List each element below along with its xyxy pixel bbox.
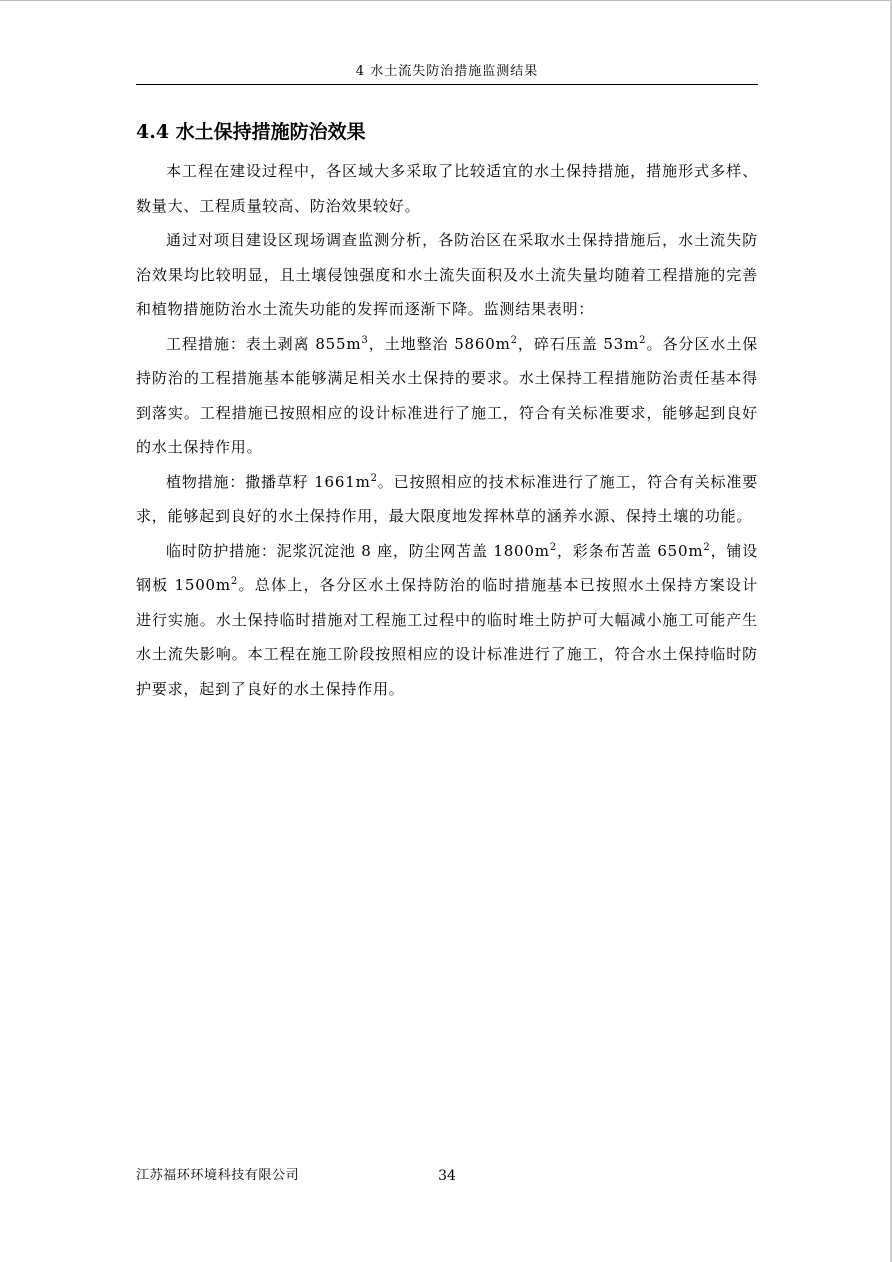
page-top-edge — [0, 0, 892, 1]
page-number: 34 — [438, 1168, 456, 1184]
plant-text-b: 。已按照相应的技术标准进行了施工，符合有关标准要求，能够起到良好的水土保持作用，最大限度地发挥林草的涵养水源、保持土壤的功能。 — [136, 472, 758, 525]
engineering-sup-b: 2 — [510, 334, 518, 346]
body-text — [136, 154, 758, 706]
engineering-text-d: 。各分区水土保持防治的工程措施基本能够满足相关水土保持的要求。水土保持工程措施防治责任基本得到落实。工程措施已按照相应的设计标准进行了施工，符合有关标准要求，能够起到良好的水土保持作用。 — [136, 334, 759, 456]
engineering-text-b: ，土地整治 5860m — [368, 334, 511, 353]
plant-text-a: 植物措施：撒播草籽 1661m — [166, 472, 371, 491]
temporary-sup-b: 2 — [703, 541, 711, 553]
footer-company: 江苏福环环境科技有限公司 — [136, 1168, 300, 1183]
engineering-text-a: 工程措施：表土剥离 855m — [166, 334, 362, 353]
header-rule — [136, 84, 758, 85]
paragraph-engineering-measures — [136, 327, 758, 465]
temporary-text-c: ，铺设钢板 1500m — [136, 541, 758, 594]
paragraph-monitoring-analysis: 通过对项目建设区现场调查监测分析，各防治区在采取水土保持措施后，水土流失防治效果均比较明显，且土壤侵蚀强度和水土流失面积及水土流失量均随着工程措施的完善和植物措施防治水土流失功能的发挥而逐渐下降。监测结果表明： — [136, 231, 758, 318]
temporary-sup-c: 2 — [230, 576, 239, 587]
engineering-sup-a: 3 — [361, 334, 369, 346]
temporary-sup-a: 2 — [549, 541, 557, 553]
running-header: 4 水土流失防治措施监测结果 — [355, 64, 539, 79]
temporary-text-b: ，彩条布苫盖 650m — [556, 541, 704, 560]
section-title: 4.4 水土保持措施防治效果 — [136, 121, 366, 143]
engineering-sup-c: 2 — [639, 334, 647, 346]
plant-sup-a: 2 — [370, 472, 378, 484]
temporary-text-a: 临时防护措施：泥浆沉淀池 8 座，防尘网苫盖 1800m — [166, 541, 550, 560]
paragraph-temporary-measures — [136, 534, 758, 707]
temporary-text-d: 。总体上，各分区水土保持防治的临时措施基本已按照水土保持方案设计进行实施。水土保持临时措施对工程施工过程中的临时堆土防护可大幅减小施工可能产生水土流失影响。本工程在施工阶段按照相应的设计标准进行了施工，符合水土保持临时防护要求，起到了良好的水土保持作用。 — [136, 576, 758, 698]
paragraph-plant-measures — [136, 465, 758, 534]
paragraph-intro: 本工程在建设过程中，各区域大多采取了比较适宜的水土保持措施，措施形式多样、数量大、工程质量较高、防治效果较好。 — [136, 162, 758, 215]
engineering-text-c: ，碎石压盖 53m — [517, 334, 640, 353]
